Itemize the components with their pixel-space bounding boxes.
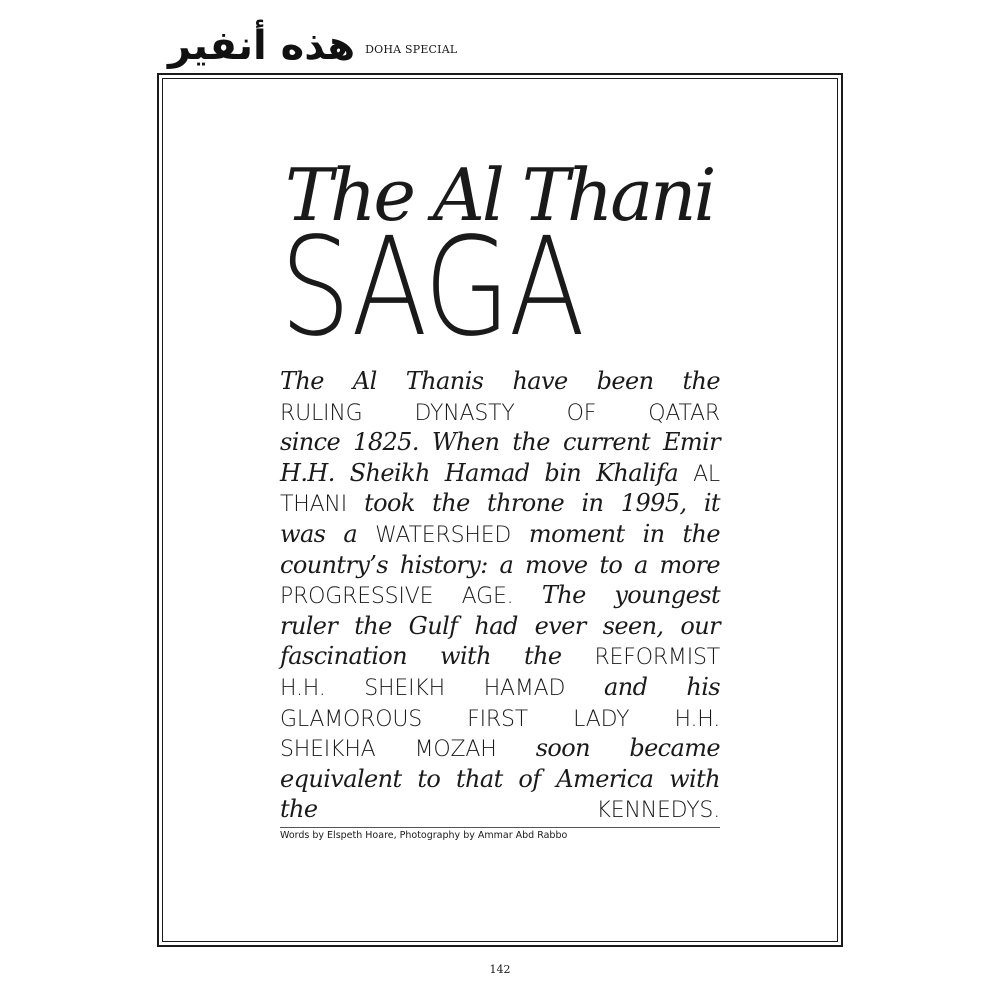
body-line [280,672,720,703]
article-body [280,366,720,825]
body-line [280,458,720,489]
body-caps-run: KENNEDYS. [596,798,720,824]
body-italic-run: soon became [535,734,720,763]
body-line [280,703,720,734]
body-caps-run: THANI [280,492,365,518]
body-italic-run: equivalent to that of America with [280,764,720,793]
body-line [280,611,720,642]
body-caps-run: WATERSHED [375,522,529,548]
article-title-line-1: The Al Thani [285,153,714,237]
body-caps-run: RULING DYNASTY OF QATAR [280,400,720,426]
body-italic-run: fascination with the [280,642,595,671]
body-italic-run: the [280,795,597,824]
body-line [280,397,720,428]
body-italic-run: The youngest [541,581,720,610]
body-caps-run: H.H. SHEIKH HAMAD [280,675,605,701]
body-line [280,794,720,825]
body-caps-run: AL [693,461,720,487]
article-title-line-2: SAGA [280,209,584,367]
body-italic-run: country’s history: a move to a more [280,550,720,579]
body-italic-run: ruler the Gulf had ever seen, our [280,611,720,640]
body-line [280,580,720,611]
section-label: DOHA SPECIAL [365,43,458,56]
body-italic-run: took the throne in 1995, it [364,489,720,518]
body-italic-run: H.H. Sheikh Hamad bin Khalifa [280,458,694,487]
body-line [280,366,720,397]
masthead [168,18,457,68]
body-line [280,488,720,519]
body-line [280,641,720,672]
body-line [280,427,720,458]
credits-divider [280,827,720,828]
article-credits: Words by Elspeth Hoare, Photography by Ammar Abd Rabbo [280,830,568,841]
body-italic-run: The Al Thanis have been the [280,367,720,395]
body-caps-run: PROGRESSIVE AGE. [280,584,542,610]
body-italic-run: was a [280,519,376,548]
body-line [280,519,720,550]
body-italic-run: and his [604,672,720,701]
body-line [280,550,720,581]
body-italic-run: since 1825. When the current Emir [280,428,720,457]
body-italic-run: moment in the [528,519,721,548]
body-line [280,764,720,795]
body-caps-run: GLAMOROUS FIRST LADY H.H. [280,706,720,732]
body-line [280,733,720,764]
body-caps-run: REFORMIST [594,645,720,671]
body-caps-run: SHEIKHA MOZAH [280,737,536,763]
masthead-arabic-title: هذه أنفير [168,23,356,69]
page-number: 142 [489,963,511,976]
